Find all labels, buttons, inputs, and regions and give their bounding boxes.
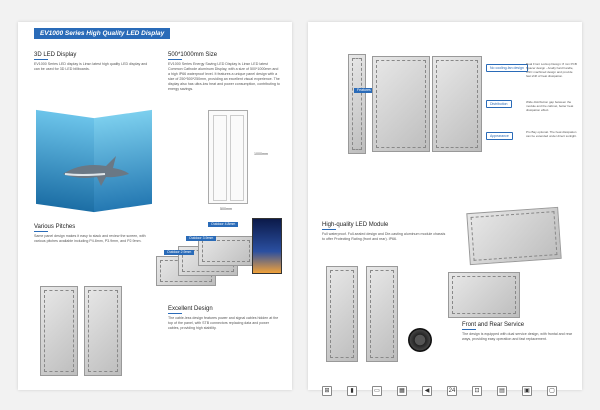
section-text-3d: EV1000 Series LED display is Linsn latest high quality LED display and can be used for 3D LED billboards. [34, 62, 148, 71]
monitor-icon: ▭ [372, 386, 382, 396]
module-vertical-1 [326, 266, 358, 362]
module-front [448, 272, 520, 318]
section-text-service: The design is equipped with dual service design, with frontal and rear ways, providing easy operation and fast replacement. [462, 332, 573, 341]
feature-pill-1: No cooling-fan design [486, 64, 528, 72]
section-text-size: EV1000 Series Energy Saving LED Display is Linsn LED latest Common Cathode aluminum Display, with a size of 500*1000mm and a high IP66 waterproof level. It features a unique panel design with a size of 250*500*250mm, providing an excellent visual experience. The display also has ultra-low heat and power consumption, contributing to energy savings. [168, 62, 280, 91]
dim-width: 500mm [220, 207, 232, 211]
feature-pill-2: Distribution [486, 100, 512, 108]
section-text-excellent: The cable-less design features power and signal cables hidden at the top of the panel, with STB connectors replacing data and power cables, providing high stability. [168, 316, 279, 330]
section-title-module: High-quality LED Module [322, 222, 389, 228]
feature-pill-3: Appearance [486, 132, 513, 140]
cable-reel-image [408, 328, 432, 352]
tag-outdoor-39: Outdoor 3.9mm [186, 236, 216, 241]
cabinet-back-2 [432, 56, 482, 152]
section-text-module: Full waterproof. Full-sealed design and Die-casting aluminum module chassis to offer Protecting Rating (front and rear). IP66. [322, 232, 446, 241]
panel-icon: ▤ [497, 386, 507, 396]
section-title-3d: 3D LED Display [34, 52, 77, 58]
section-title-size: 500*1000mm Size [168, 52, 218, 58]
speaker-icon: ◀ [422, 386, 432, 396]
tag-outdoor-29: Outdoor 2.9mm [164, 250, 194, 255]
section-title-pitches: Various Pitches [34, 224, 76, 230]
city-display-image [252, 218, 282, 274]
feature-text-3: Pro Bay optional. The heat dissipation can be extended under direct sunlight. [526, 130, 577, 138]
features-label: Features [354, 88, 374, 93]
module-icon: ▦ [397, 386, 407, 396]
247-icon: 24 [448, 388, 456, 394]
section-title-excellent: Excellent Design [168, 306, 213, 312]
cabinet-open-2 [84, 286, 122, 376]
module-vertical-2 [366, 266, 398, 362]
feature-text-1: Dual Front Lockup Design: 8 mm PCB Spacer design - Anally hard handle, CNC machined design and provide fast shift of heat dissipation. [526, 62, 577, 78]
module-large [466, 207, 561, 265]
right-page [308, 22, 582, 390]
section-title-service: Front and Rear Service [462, 322, 525, 328]
cabinet-back-1 [372, 56, 430, 152]
cabinet-side [348, 54, 366, 154]
section-text-pitches: Same panel design makes it easy to stack and review the screen, with various pitches available including P4.8mm, P3.9mm, and P2.9mm. [34, 234, 146, 243]
shark-icon [61, 152, 131, 192]
features-area [308, 34, 582, 164]
tag-outdoor-48: Outdoor 4.8mm [208, 222, 238, 227]
device-icon: ▢ [547, 386, 557, 396]
feature-text-2: Wide distribution gap between the module and the cabinet, better heat dissipation effect. [526, 100, 574, 112]
feature-icon-row [322, 386, 557, 396]
dim-height: 1000mm [254, 152, 268, 156]
3d-display-image [36, 114, 152, 214]
page-banner: EV1000 Series High Quality LED Display [34, 28, 170, 39]
doc-icon: ▮ [347, 386, 357, 396]
left-page [18, 22, 292, 390]
cabinet-open-1 [40, 286, 78, 376]
cabinet-drawing [208, 110, 248, 204]
screen-icon: ▣ [522, 386, 532, 396]
pc-icon: ⊡ [472, 386, 482, 396]
5-icon: ⊞ [322, 386, 332, 396]
